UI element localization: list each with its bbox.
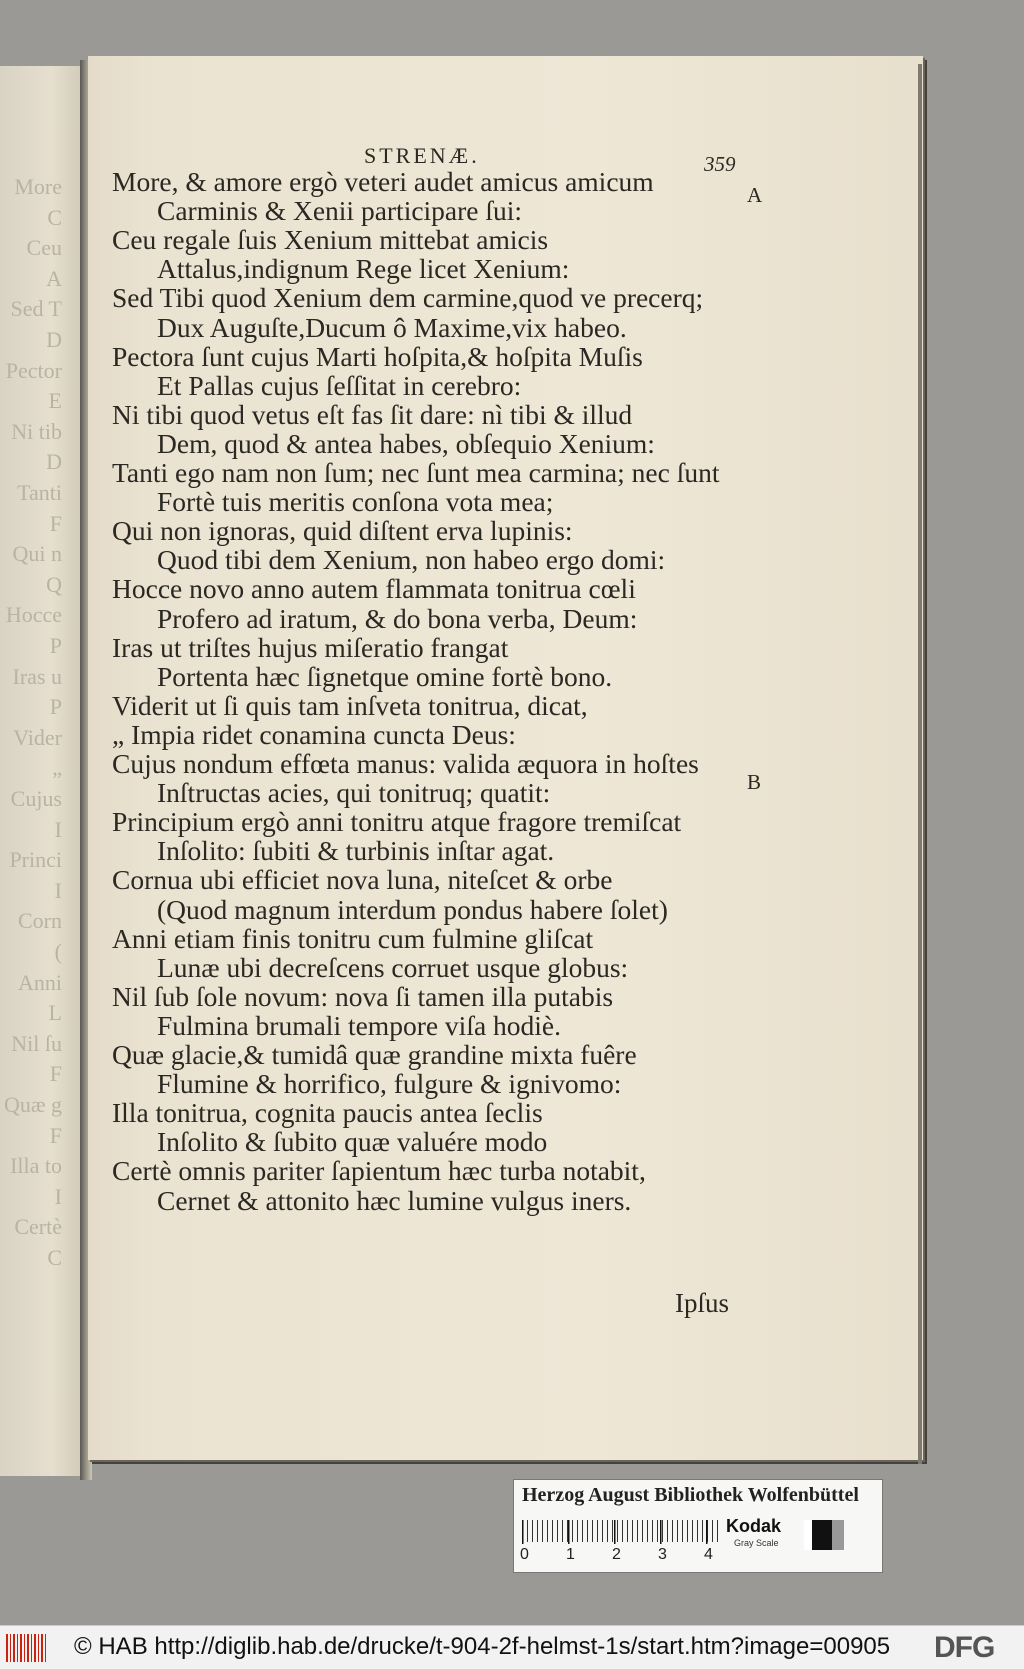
verse-line: Fulmina brumali tempore viſa hodiè. (157, 1009, 562, 1041)
verse-line: Sed Tibi quod Xenium dem carmine,quod ve precerq; (112, 282, 704, 314)
verse-line: Cernet & attonito hæc lumine vulgus iners. (157, 1184, 632, 1216)
left-page-fragment: Pector (5, 357, 62, 383)
verse-line: Ceu regale ſuis Xenium mittebat amicis (112, 224, 549, 256)
left-page-fragment: E (48, 388, 62, 414)
verse-line: Quod tibi dem Xenium, non habeo ergo domi: (157, 544, 666, 576)
ruler-tick-label: 2 (612, 1546, 621, 1563)
verse-line: Certè omnis pariter ſapientum hæc turba notabit, (112, 1155, 646, 1187)
left-page-fragment: Q (46, 571, 62, 597)
left-page-edge (0, 66, 86, 1476)
left-page-fragment: Ni tib (11, 418, 62, 444)
ruler-tick-label: 1 (566, 1546, 575, 1563)
marginal-letter-a: A (747, 183, 763, 207)
verse-line: Quæ glacie,& tumidâ quæ grandine mixta fuêre (112, 1039, 637, 1070)
verse-line: Carminis & Xenii participare ſui: (157, 195, 523, 227)
left-page-fragment: F (49, 1122, 62, 1148)
left-page-fragment: Princi (9, 847, 62, 873)
left-page-fragment: I (54, 1183, 62, 1209)
dfg-logo: DFG (934, 1631, 995, 1664)
verse-line: Cujus nondum effœta manus: valida æquora in hoſtes (112, 748, 699, 779)
verse-line: Profero ad iratum, & do bona verba, Deum: (157, 602, 638, 634)
left-page-fragment: Iras u (12, 663, 62, 689)
verse-line: Nil ſub ſole novum: nova ſi tamen illa putabis (112, 980, 614, 1012)
verse-line: Tanti ego nam non ſum; nec ſunt mea carmina; nec ſunt (112, 457, 720, 488)
verse-line: Anni etiam finis tonitru cum fulmine gliſcat (112, 922, 594, 954)
page-number: 359 (704, 152, 736, 176)
ruler-tick-label: 4 (704, 1546, 713, 1563)
verse-line: Flumine & horrifico, fulgure & ignivomo: (157, 1068, 622, 1100)
left-page-fragment: Anni (18, 969, 62, 995)
left-page-fragment: Cujus (10, 786, 62, 811)
catchword: Ipſus (675, 1288, 729, 1318)
verse-line: Viderit ut ſi quis tam inſveta tonitrua, dicat, (112, 689, 588, 721)
verse-line: Inſolito & ſubito quæ valuére modo (157, 1126, 548, 1158)
ruler-tick-label: 0 (520, 1546, 529, 1563)
verse-line: Inſtructas acies, qui tonitruq; quatit: (157, 777, 551, 809)
verse-line: Portenta hæc ſignetque omine fortè bono. (157, 660, 613, 692)
left-page-fragment: C (47, 1245, 62, 1270)
left-page-fragment: P (49, 633, 62, 658)
kodak-logo: Kodak (726, 1516, 782, 1536)
verse-line: (Quod magnum interdum pondus habere ſolet) (157, 893, 668, 925)
left-page-fragment: Illa to (10, 1153, 62, 1179)
verse-line: Principium ergò anni tonitru atque fragore tremiſcat (112, 806, 682, 838)
left-page-fragment: F (49, 510, 62, 536)
verse-line: Dem, quod & antea habes, obſequio Xenium: (157, 427, 655, 459)
left-page-fragment: More (14, 174, 62, 199)
running-header: STRENÆ. (364, 143, 480, 168)
verse-line: Inſolito: ſubiti & turbinis inſtar agat. (157, 835, 555, 867)
verse-line: Attalus,indignum Rege licet Xenium: (157, 253, 570, 285)
gray-scale-label: Gray Scale (734, 1538, 779, 1548)
marginal-letter-b: B (747, 770, 762, 794)
left-page-fragment: Sed T (10, 296, 62, 322)
left-page-fragment: Tanti (17, 480, 62, 505)
library-name: Herzog August Bibliothek Wolfenbüttel (522, 1484, 859, 1506)
verse-line: Fortè tuis meritis conſona vota mea; (157, 486, 554, 518)
verse-line: Pectora ſunt cujus Marti hoſpita,& hoſpita Muſis (112, 340, 643, 372)
page-edge (918, 64, 922, 1464)
verse-line: Hocce novo anno autem flammata tonitrua cœli (112, 573, 636, 605)
footer-credit-link[interactable]: © HAB http://diglib.hab.de/drucke/t-904-2f-helmst-1s/start.htm?image=00905 (74, 1633, 891, 1660)
verse-line: Illa tonitrua, cognita paucis antea ſeclis (112, 1097, 543, 1129)
verse-line: More, & amore ergò veteri audet amicus amicum (112, 166, 654, 197)
left-page-fragment: Nil ſu (11, 1030, 62, 1056)
left-page-fragment: Vider (13, 724, 62, 750)
footer-bar (0, 1625, 1024, 1669)
left-page-fragment: I (54, 877, 62, 903)
library-stamp (513, 1479, 883, 1573)
verse-line: Qui non ignoras, quid diſtent erva lupinis: (112, 515, 573, 547)
ruler-major-ticks (522, 1520, 722, 1544)
left-page-fragment: C (47, 204, 62, 230)
left-page-fragment: A (46, 265, 62, 291)
verse-line: Cornua ubi efficiet nova luna, niteſcet & orbe (112, 864, 613, 896)
left-page-fragment: P (49, 694, 62, 720)
gray-swatch (804, 1520, 844, 1550)
left-page-fragment: Qui n (12, 541, 62, 567)
verse-line: „ Impia ridet conamina cuncta Deus: (112, 718, 516, 750)
left-page-fragment: L (48, 1000, 62, 1026)
verse-line: Et Pallas cujus ſeſſitat in cerebro: (157, 369, 522, 401)
left-page-fragment: ( (54, 939, 62, 964)
left-page-fragment: Quæ g (3, 1092, 62, 1117)
verse-line: Lunæ ubi decreſcens corruet usque globus: (157, 951, 629, 983)
ruler-tick-label: 3 (658, 1546, 667, 1563)
verse-line: Dux Auguſte,Ducum ô Maxime,vix habeo. (157, 311, 627, 343)
left-page-fragment: Certè (14, 1214, 62, 1240)
left-page-fragment: D (46, 449, 62, 475)
left-page-fragment: Corn (18, 908, 62, 934)
barcode-icon (6, 1634, 46, 1662)
left-page-fragment: I (54, 816, 62, 842)
verse-line: Ni tibi quod vetus eſt fas ſit dare: nì tibi & illud (112, 398, 633, 430)
left-page-fragment: Ceu (26, 235, 62, 261)
verse-line: Iras ut triſtes hujus miſeratio frangat (112, 631, 509, 663)
left-page-fragment: Hocce (5, 602, 62, 628)
left-page-fragment: F (49, 1061, 62, 1087)
left-page-fragment: D (46, 327, 62, 352)
left-page-fragment: „ (52, 755, 62, 781)
